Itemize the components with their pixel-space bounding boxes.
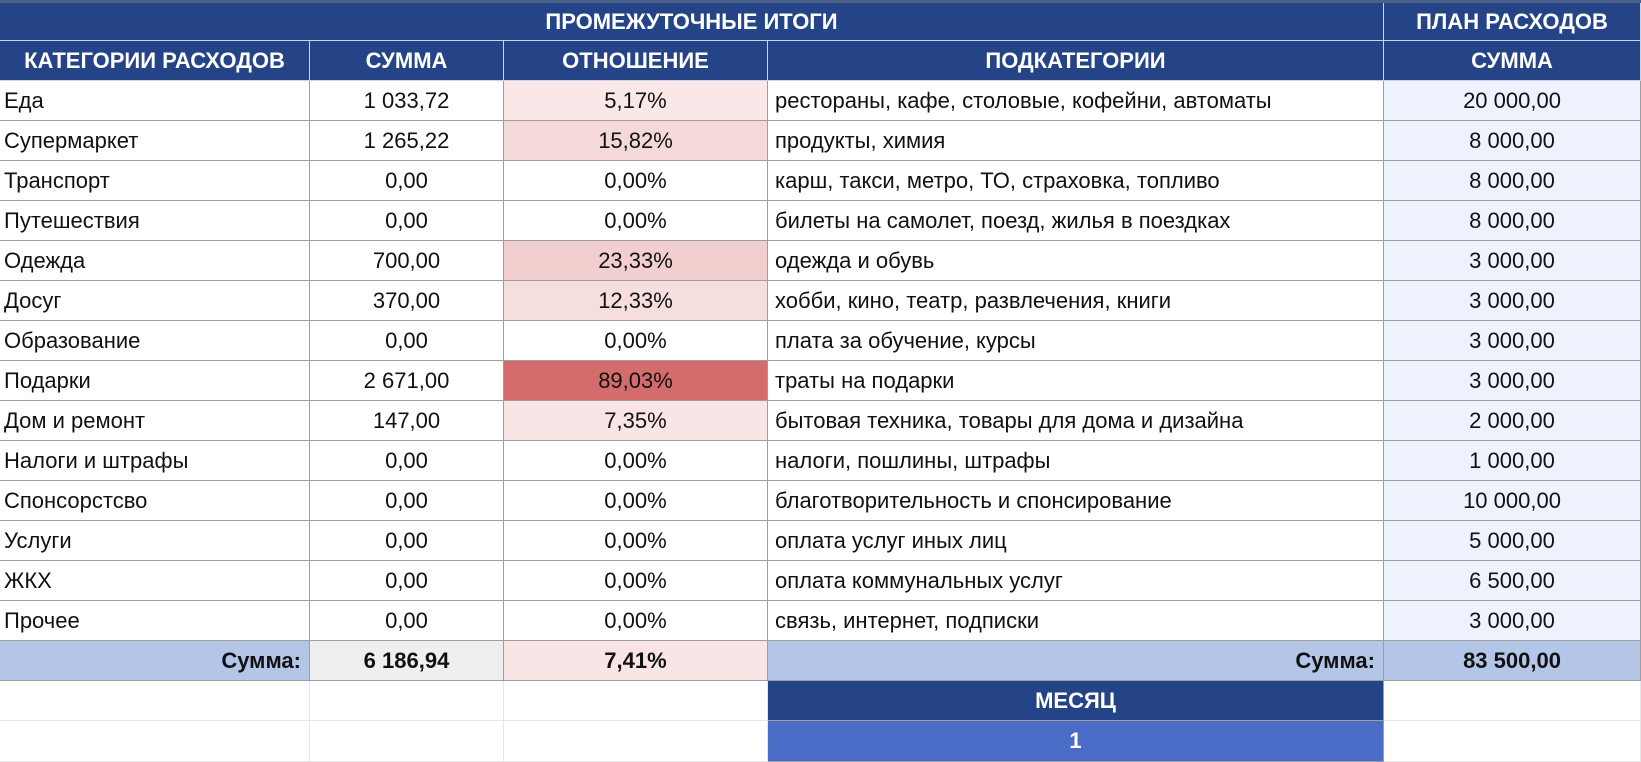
ratio-cell[interactable]: 0,00%	[504, 201, 768, 241]
sum-cell[interactable]: 0,00	[310, 321, 504, 361]
category-cell[interactable]: Подарки	[0, 361, 310, 401]
sum-cell[interactable]: 0,00	[310, 561, 504, 601]
category-cell[interactable]: Одежда	[0, 241, 310, 281]
ratio-cell[interactable]: 0,00%	[504, 161, 768, 201]
ratio-cell[interactable]: 0,00%	[504, 441, 768, 481]
column-header-plan-sum[interactable]: СУММА	[1384, 41, 1641, 81]
ratio-cell[interactable]: 89,03%	[504, 361, 768, 401]
subcategories-cell[interactable]: рестораны, кафе, столовые, кофейни, автоматы	[768, 81, 1384, 121]
ratio-cell[interactable]: 5,17%	[504, 81, 768, 121]
sum-cell[interactable]: 0,00	[310, 481, 504, 521]
plan-sum-cell[interactable]: 20 000,00	[1384, 81, 1641, 121]
plan-sum-cell[interactable]: 3 000,00	[1384, 361, 1641, 401]
plan-sum-cell[interactable]: 5 000,00	[1384, 521, 1641, 561]
subcategories-cell[interactable]: связь, интернет, подписки	[768, 601, 1384, 641]
total-ratio-cell[interactable]: 7,41%	[504, 641, 768, 681]
column-header-sum[interactable]: СУММА	[310, 41, 504, 81]
subcategories-cell[interactable]: оплата коммунальных услуг	[768, 561, 1384, 601]
sum-cell[interactable]: 147,00	[310, 401, 504, 441]
ratio-cell[interactable]: 0,00%	[504, 601, 768, 641]
category-cell[interactable]: Прочее	[0, 601, 310, 641]
empty-cell[interactable]	[1384, 681, 1641, 721]
subcategories-cell[interactable]: одежда и обувь	[768, 241, 1384, 281]
plan-total-label: Сумма:	[768, 641, 1384, 681]
plan-header: ПЛАН РАСХОДОВ	[1384, 3, 1641, 41]
ratio-cell[interactable]: 12,33%	[504, 281, 768, 321]
empty-cell[interactable]	[504, 681, 768, 721]
plan-sum-cell[interactable]: 6 500,00	[1384, 561, 1641, 601]
plan-sum-cell[interactable]: 3 000,00	[1384, 241, 1641, 281]
empty-cell[interactable]	[1384, 721, 1641, 762]
category-cell[interactable]: Услуги	[0, 521, 310, 561]
category-cell[interactable]: ЖКХ	[0, 561, 310, 601]
category-cell[interactable]: Путешествия	[0, 201, 310, 241]
total-sum-cell[interactable]: 6 186,94	[310, 641, 504, 681]
sum-cell[interactable]: 2 671,00	[310, 361, 504, 401]
plan-sum-cell[interactable]: 10 000,00	[1384, 481, 1641, 521]
plan-sum-cell[interactable]: 3 000,00	[1384, 601, 1641, 641]
month-header: МЕСЯЦ	[768, 681, 1384, 721]
sum-cell[interactable]: 1 033,72	[310, 81, 504, 121]
category-cell[interactable]: Супермаркет	[0, 121, 310, 161]
ratio-cell[interactable]: 0,00%	[504, 561, 768, 601]
sum-cell[interactable]: 0,00	[310, 201, 504, 241]
plan-total-cell[interactable]: 83 500,00	[1384, 641, 1641, 681]
subcategories-cell[interactable]: траты на подарки	[768, 361, 1384, 401]
ratio-cell[interactable]: 15,82%	[504, 121, 768, 161]
month-value-cell[interactable]: 1	[768, 721, 1384, 762]
plan-sum-cell[interactable]: 3 000,00	[1384, 281, 1641, 321]
empty-cell[interactable]	[0, 721, 310, 762]
plan-sum-cell[interactable]: 8 000,00	[1384, 201, 1641, 241]
subcategories-cell[interactable]: плата за обучение, курсы	[768, 321, 1384, 361]
sum-cell[interactable]: 370,00	[310, 281, 504, 321]
subcategories-cell[interactable]: билеты на самолет, поезд, жилья в поездках	[768, 201, 1384, 241]
category-cell[interactable]: Транспорт	[0, 161, 310, 201]
ratio-cell[interactable]: 0,00%	[504, 481, 768, 521]
column-header-category[interactable]: КАТЕГОРИИ РАСХОДОВ	[0, 41, 310, 81]
subtotals-header: ПРОМЕЖУТОЧНЫЕ ИТОГИ	[0, 3, 1384, 41]
subcategories-cell[interactable]: оплата услуг иных лиц	[768, 521, 1384, 561]
total-label: Сумма:	[0, 641, 310, 681]
sum-cell[interactable]: 0,00	[310, 161, 504, 201]
sum-cell[interactable]: 1 265,22	[310, 121, 504, 161]
category-cell[interactable]: Досуг	[0, 281, 310, 321]
plan-sum-cell[interactable]: 8 000,00	[1384, 161, 1641, 201]
plan-sum-cell[interactable]: 1 000,00	[1384, 441, 1641, 481]
category-cell[interactable]: Еда	[0, 81, 310, 121]
column-header-ratio[interactable]: ОТНОШЕНИЕ	[504, 41, 768, 81]
ratio-cell[interactable]: 7,35%	[504, 401, 768, 441]
subcategories-cell[interactable]: благотворительность и спонсирование	[768, 481, 1384, 521]
subcategories-cell[interactable]: бытовая техника, товары для дома и дизайна	[768, 401, 1384, 441]
sum-cell[interactable]: 0,00	[310, 441, 504, 481]
plan-sum-cell[interactable]: 8 000,00	[1384, 121, 1641, 161]
sum-cell[interactable]: 700,00	[310, 241, 504, 281]
category-cell[interactable]: Образование	[0, 321, 310, 361]
ratio-cell[interactable]: 0,00%	[504, 521, 768, 561]
category-cell[interactable]: Дом и ремонт	[0, 401, 310, 441]
empty-cell[interactable]	[0, 681, 310, 721]
ratio-cell[interactable]: 23,33%	[504, 241, 768, 281]
category-cell[interactable]: Спонсорстсво	[0, 481, 310, 521]
sum-cell[interactable]: 0,00	[310, 601, 504, 641]
subcategories-cell[interactable]: хобби, кино, театр, развлечения, книги	[768, 281, 1384, 321]
empty-cell[interactable]	[310, 721, 504, 762]
empty-cell[interactable]	[310, 681, 504, 721]
plan-sum-cell[interactable]: 3 000,00	[1384, 321, 1641, 361]
ratio-cell[interactable]: 0,00%	[504, 321, 768, 361]
sum-cell[interactable]: 0,00	[310, 521, 504, 561]
column-header-subcategories[interactable]: ПОДКАТЕГОРИИ	[768, 41, 1384, 81]
empty-cell[interactable]	[504, 721, 768, 762]
subcategories-cell[interactable]: карш, такси, метро, ТО, страховка, топливо	[768, 161, 1384, 201]
plan-sum-cell[interactable]: 2 000,00	[1384, 401, 1641, 441]
category-cell[interactable]: Налоги и штрафы	[0, 441, 310, 481]
subcategories-cell[interactable]: продукты, химия	[768, 121, 1384, 161]
subcategories-cell[interactable]: налоги, пошлины, штрафы	[768, 441, 1384, 481]
